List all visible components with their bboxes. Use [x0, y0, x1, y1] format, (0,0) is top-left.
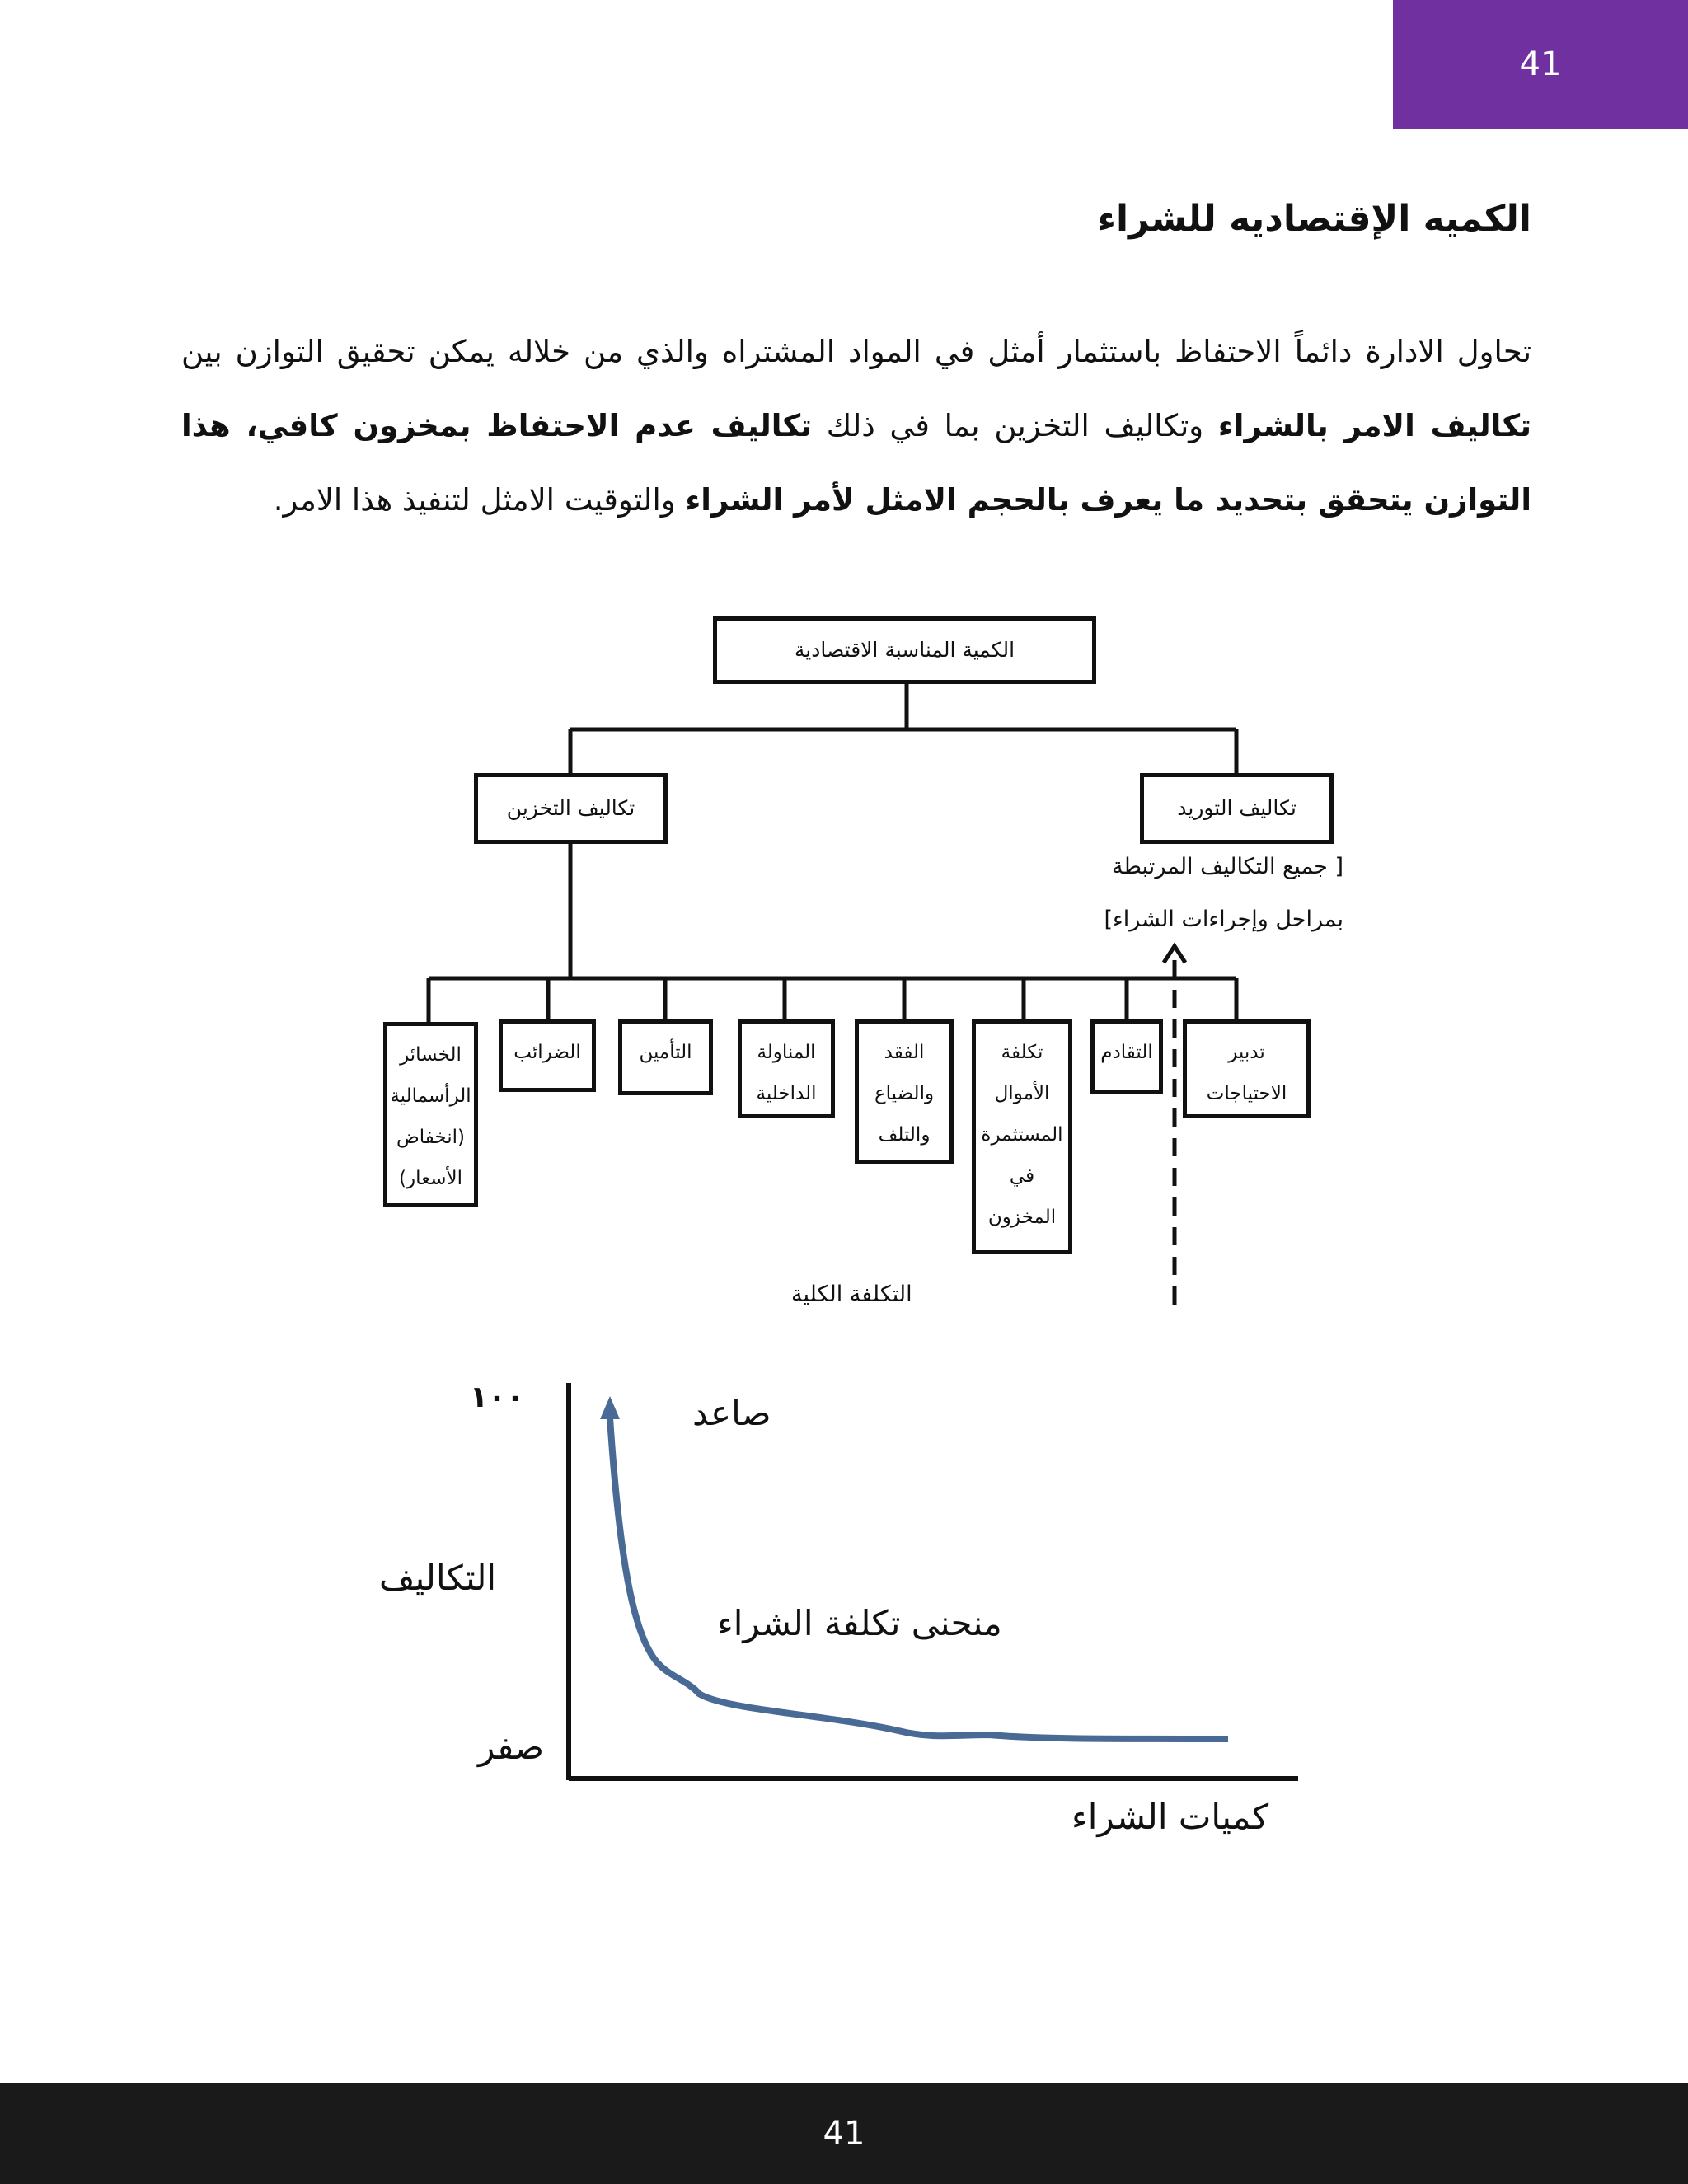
- footer-page-number: 41: [823, 2115, 865, 2153]
- leaf-label: تكلفة الأموال المستثمرة في المخزون: [981, 1042, 1063, 1228]
- leaf-label: المناولة الداخلية: [756, 1042, 817, 1104]
- leaf-label: الفقد والضياع والتلف: [874, 1042, 935, 1146]
- leaf-label: التقادم: [1100, 1042, 1153, 1063]
- leaf-box: [1183, 1019, 1311, 1118]
- leaf-box: [855, 1019, 954, 1164]
- root-box: [713, 616, 1096, 684]
- total-cost-label: التكلفة الكلية: [791, 1282, 912, 1307]
- y-axis-zero-label: صفر: [478, 1727, 545, 1767]
- leaf-box: [618, 1019, 713, 1095]
- rising-label: صاعد: [692, 1393, 771, 1433]
- x-axis-label: كميات الشراء: [1071, 1797, 1269, 1837]
- leaf-label: الضرائب: [513, 1042, 581, 1063]
- leaf-box: [738, 1019, 835, 1118]
- footer-bar: [0, 2083, 1688, 2184]
- y-axis-label: التكاليف: [379, 1558, 497, 1598]
- paragraph-text-2: وتكاليف التخزين بما في ذلك: [812, 408, 1218, 443]
- section-heading: الكميه الإقتصاديه للشراء: [1097, 198, 1531, 240]
- storage-costs-label: تكاليف التخزين: [506, 796, 635, 821]
- page-number: 41: [1519, 45, 1562, 83]
- paragraph-text-3: والتوقيت الامثل لتنفيذ هذا الامر.: [273, 482, 686, 518]
- paragraph-bold-1: تكاليف الامر بالشراء: [1217, 408, 1531, 443]
- curve-arrowhead: [600, 1396, 620, 1419]
- curve-label: منحنى تكلفة الشراء: [717, 1603, 1002, 1643]
- paragraph-bold-2: تكاليف عدم الاحتفاظ بمخزون كافي، هذا التوازن يتحقق بتحديد ما يعرف بالحجم الامثل لأمر الشراء: [181, 408, 1531, 518]
- leaf-label: التأمين: [639, 1042, 692, 1063]
- paragraph-text-1: تحاول الادارة دائماً الاحتفاظ باستثمار أمثل في المواد المشتراه والذي من خلاله يمكن تحقيق التوازن بين: [181, 334, 1531, 369]
- supply-note: [ جميع التكاليف المرتبطة بمراحل وإجراءات الشراء]: [1104, 854, 1343, 932]
- storage-costs-box: [474, 773, 668, 844]
- intro-paragraph: [181, 315, 1531, 537]
- root-label: الكمية المناسبة الاقتصادية: [794, 638, 1015, 663]
- y-axis-top-label: ١٠٠: [470, 1380, 524, 1414]
- cost-curve: [610, 1418, 1228, 1739]
- leaf-label: الخسائر الرأسمالية (انخفاض الأسعار): [390, 1044, 471, 1189]
- page-number-tab: [1393, 0, 1688, 129]
- leaf-box: [972, 1019, 1072, 1254]
- leaf-box: [1090, 1019, 1163, 1094]
- leaf-box: [499, 1019, 596, 1092]
- leaf-box: [383, 1022, 478, 1207]
- leaf-label: تدبير الاحتياجات: [1206, 1042, 1287, 1104]
- supply-costs-box: [1140, 773, 1334, 844]
- supply-costs-label: تكاليف التوريد: [1177, 796, 1296, 821]
